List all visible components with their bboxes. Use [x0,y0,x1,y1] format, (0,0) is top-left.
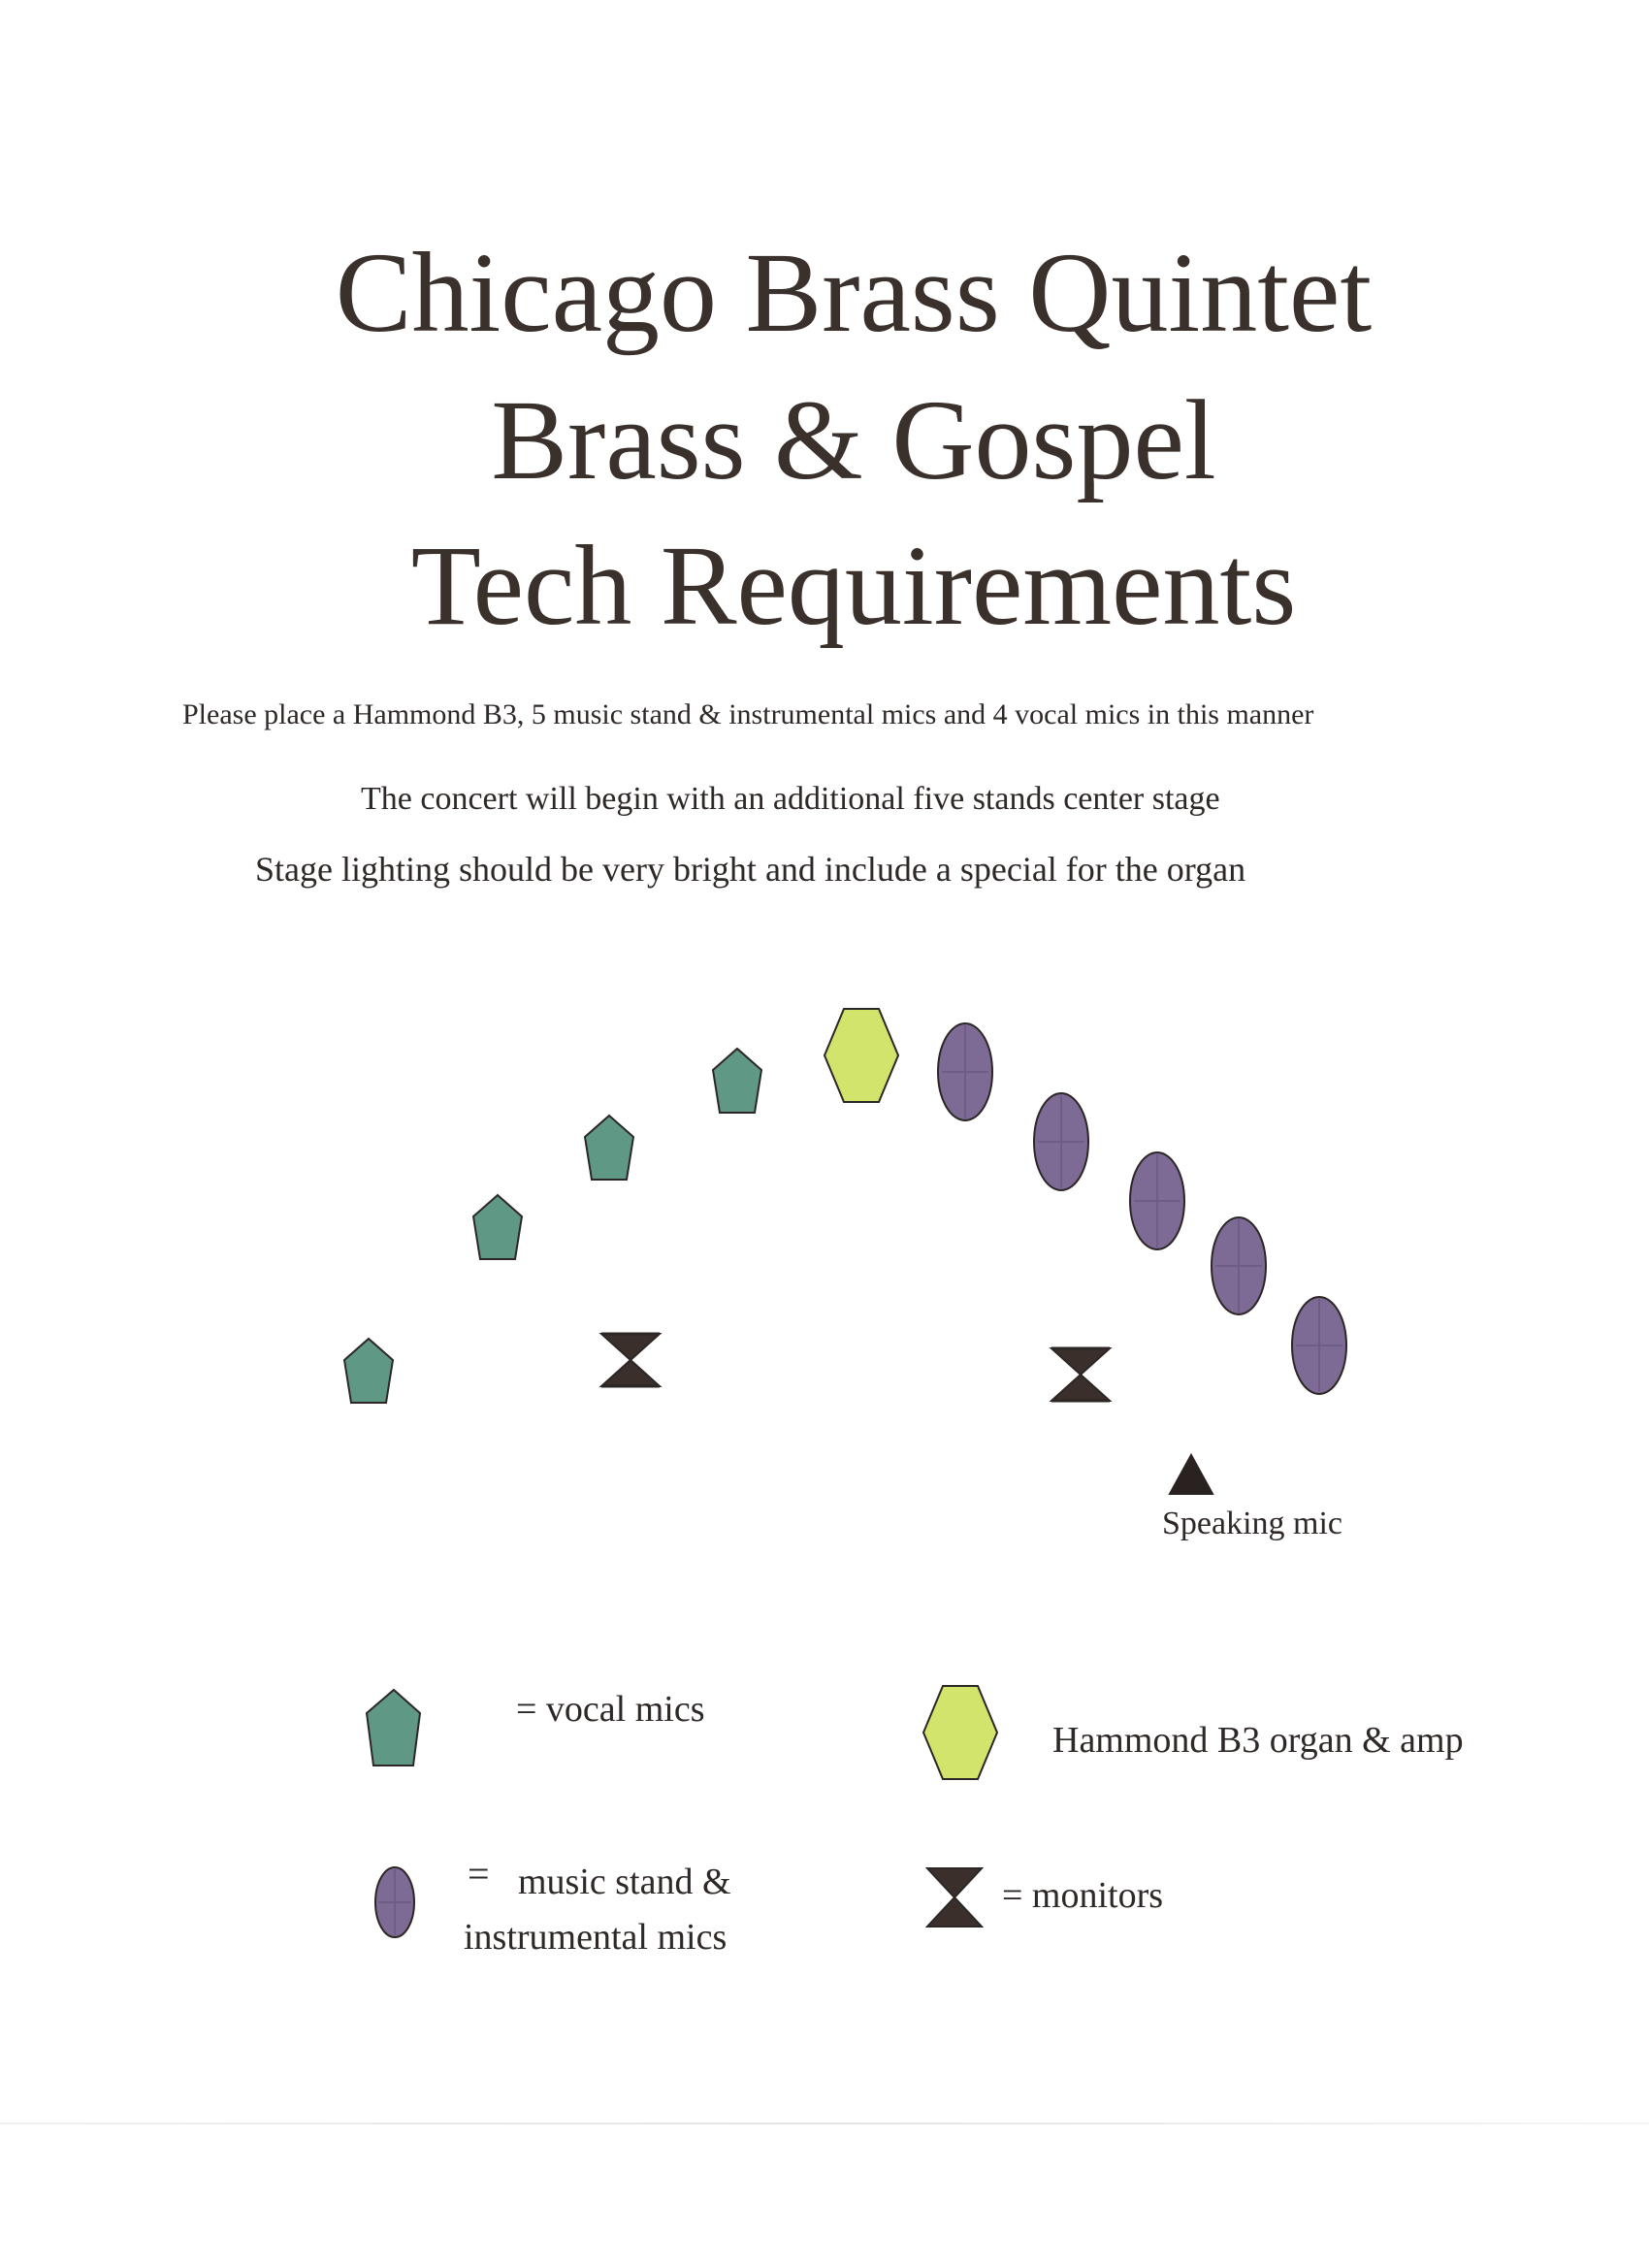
legend-monitor-icon [927,1868,982,1927]
vocal-mic-2-icon [473,1195,522,1259]
instruction-additional-stands: The concert will begin with an additional five stands center stage [361,781,1220,817]
speaking-mic-label: Speaking mic [1162,1506,1343,1541]
music-stand-5-icon [1292,1297,1346,1394]
legend-music-stand-label-2: instrumental mics [464,1917,728,1958]
music-stand-4-icon [1212,1217,1266,1314]
title-line-2: Brass & Gospel [491,376,1216,503]
instruction-placement: Please place a Hammond B3, 5 music stand & instrumental mics and 4 vocal mics in this manner [182,698,1314,730]
speaking-mic-icon [1170,1455,1212,1494]
music-stand-1-icon [938,1023,992,1120]
legend-music-stand-label-1: music stand & [518,1862,731,1902]
title-line-3: Tech Requirements [410,522,1297,649]
vocal-mic-4-icon [713,1049,761,1113]
legend-monitors-label: = monitors [1002,1875,1164,1916]
monitor-left-icon [601,1334,660,1386]
instruction-lighting: Stage lighting should be very bright and include a special for the organ [255,850,1246,889]
organ-icon [824,1009,898,1102]
legend-vocal-mics-label: = vocal mics [516,1689,705,1730]
legend-music-stand-equals: = [468,1852,490,1895]
legend-vocal-mic-icon [367,1690,420,1766]
scan-artifact-line [0,2122,1649,2124]
music-stand-2-icon [1034,1093,1088,1190]
legend-organ-icon [923,1686,997,1779]
vocal-mic-1-icon [344,1339,393,1403]
title-line-1: Chicago Brass Quintet [335,229,1373,356]
legend-organ-label: Hammond B3 organ & amp [1052,1720,1464,1761]
vocal-mic-3-icon [585,1116,633,1180]
monitor-right-icon [1051,1348,1110,1401]
music-stand-3-icon [1130,1152,1184,1249]
